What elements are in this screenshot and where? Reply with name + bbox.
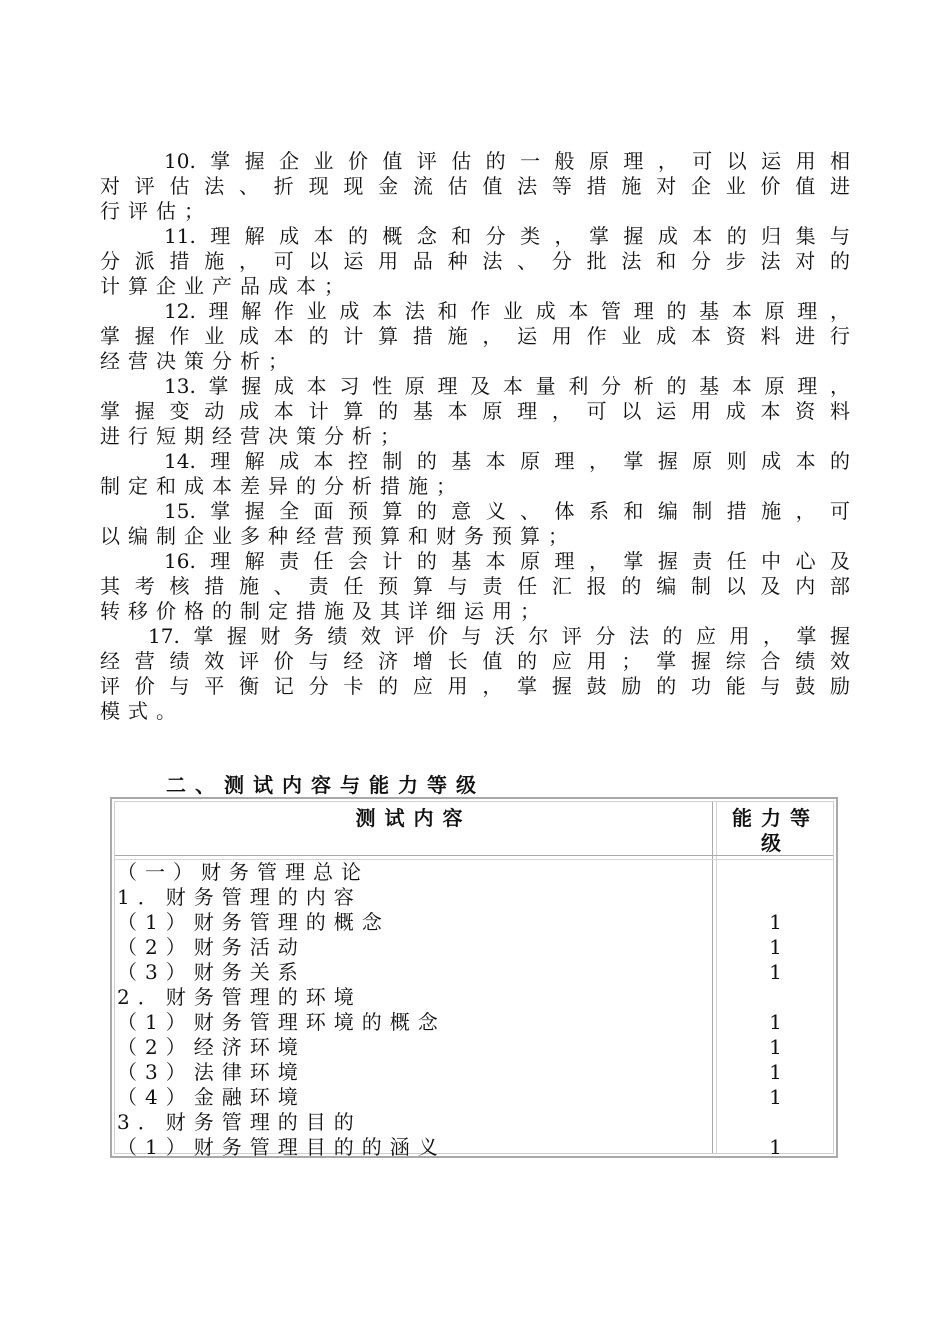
paragraph-line: 11.理解成本的概念和分类，掌握成本的归集与	[164, 224, 850, 248]
cell-test-content: 2．财务管理的环境	[117, 985, 362, 1009]
paragraph-line: 掌握变动成本计算的基本原理，可以运用成本资料	[100, 399, 850, 423]
paragraph-line: 进行短期经营决策分析；	[100, 424, 408, 448]
table-row	[115, 1085, 833, 1110]
paragraph-line: 13.掌握成本习性原理及本量利分析的基本原理，	[164, 374, 850, 398]
paragraph-line: 模式。	[100, 699, 184, 723]
table-row	[115, 935, 833, 960]
cell-ability-level: 1	[769, 1060, 782, 1084]
table-row	[115, 910, 833, 935]
cell-test-content: （3）财务关系	[117, 960, 306, 984]
paragraph-line: 其考核措施、责任预算与责任汇报的编制以及内部	[100, 574, 850, 598]
paragraph-line: 掌握作业成本的计算措施，运用作业成本资料进行	[100, 324, 850, 348]
paragraph-line: 以编制企业多种经营预算和财务预算；	[100, 524, 576, 548]
paragraph-line: 计算企业产品成本；	[100, 274, 352, 298]
paragraph-line: 10.掌握企业价值评估的一般原理，可以运用相	[164, 149, 850, 173]
cell-test-content: （1）财务管理目的的涵义	[117, 1135, 446, 1159]
paragraph-line: 评价与平衡记分卡的应用，掌握鼓励的功能与鼓励	[100, 674, 850, 698]
cell-test-content: （3）法律环境	[117, 1060, 306, 1084]
table-row	[115, 1135, 833, 1160]
table-row	[115, 985, 833, 1010]
cell-ability-level: 1	[769, 1010, 782, 1034]
cell-test-content: 1．财务管理的内容	[117, 885, 362, 909]
cell-ability-level: 1	[769, 1035, 782, 1059]
table-row	[115, 960, 833, 985]
table-row	[115, 860, 833, 885]
table-row	[115, 1110, 833, 1135]
paragraph-line: 行评估；	[100, 199, 212, 223]
section-heading: 二、测试内容与能力等级	[166, 773, 485, 797]
test-content-table	[110, 797, 838, 1158]
header-test-content: 测试内容	[355, 806, 472, 830]
paragraph-line: 12.理解作业成本法和作业成本管理的基本原理，	[164, 299, 850, 323]
cell-ability-level: 1	[769, 910, 782, 934]
cell-test-content: （4）金融环境	[117, 1085, 306, 1109]
cell-ability-level: 1	[769, 1135, 782, 1159]
cell-test-content: （1）财务管理环境的概念	[117, 1010, 446, 1034]
header-ability-level-line1: 能力等	[732, 806, 819, 830]
cell-test-content: （1）财务管理的概念	[117, 910, 390, 934]
table-frame	[114, 801, 834, 1159]
cell-ability-level: 1	[769, 1085, 782, 1109]
paragraph-line: 经营绩效评价与经济增长值的应用；掌握综合绩效	[100, 649, 850, 673]
paragraph-line: 经营决策分析；	[100, 349, 296, 373]
header-ability-level-line2: 级	[761, 831, 790, 855]
table-body	[115, 860, 833, 1160]
paragraph-line: 制定和成本差异的分析措施；	[100, 474, 464, 498]
paragraph-line: 16.理解责任会计的基本原理，掌握责任中心及	[164, 549, 850, 573]
cell-test-content: （一）财务管理总论	[117, 860, 369, 884]
table-row	[115, 1010, 833, 1035]
body-paragraphs	[100, 149, 850, 724]
cell-test-content: 3．财务管理的目的	[117, 1110, 362, 1134]
table-row	[115, 1035, 833, 1060]
paragraph-line: 17.掌握财务绩效评价与沃尔评分法的应用，掌握	[148, 624, 850, 648]
paragraph-line: 14.理解成本控制的基本原理，掌握原则成本的	[164, 449, 850, 473]
table-row	[115, 1060, 833, 1085]
header-ability-level	[716, 806, 835, 856]
cell-test-content: （2）经济环境	[117, 1035, 306, 1059]
cell-ability-level: 1	[769, 935, 782, 959]
paragraph-line: 转移价格的制定措施及其详细运用；	[100, 599, 548, 623]
paragraph-line: 15.掌握全面预算的意义、体系和编制措施，可	[164, 499, 850, 523]
paragraph-line: 对评估法、折现现金流估值法等措施对企业价值进	[100, 174, 850, 198]
paragraph-line: 分派措施，可以运用品种法、分批法和分步法对的	[100, 249, 850, 273]
table-row	[115, 885, 833, 910]
cell-ability-level: 1	[769, 960, 782, 984]
cell-test-content: （2）财务活动	[117, 935, 306, 959]
